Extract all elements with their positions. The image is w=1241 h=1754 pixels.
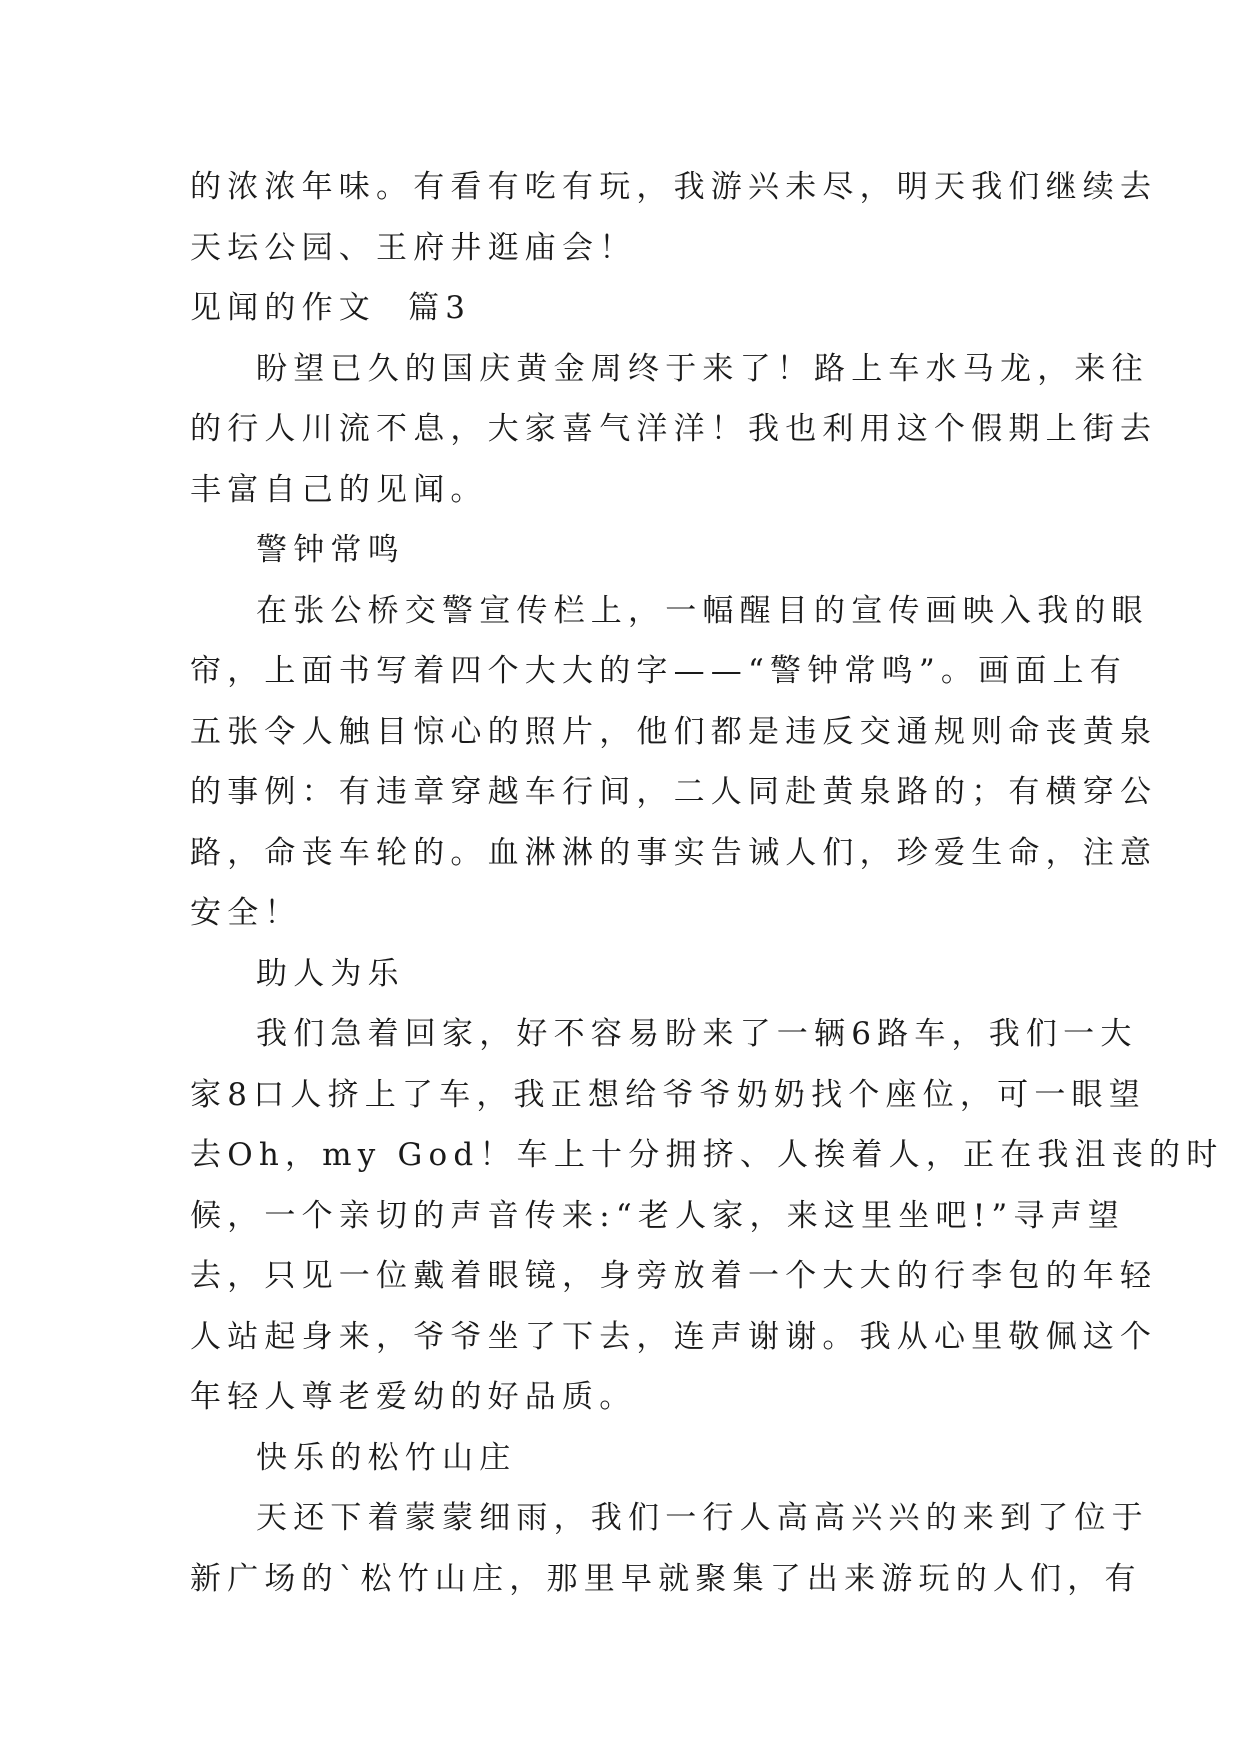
text-column [190,157,1224,1609]
text-line: 路，命丧车轮的。血淋淋的事实告诫人们，珍爱生命，注意 [190,834,1158,871]
subheading: 快乐的松竹山庄 [256,1439,517,1476]
text-line: 天坛公园、王府井逛庙会！ [190,229,637,266]
text-line: 我们急着回家，好不容易盼来了一辆6路车，我们一大 [256,1016,1138,1052]
text-line: 的事例：有违章穿越车行间，二人同赴黄泉路的；有横穿公 [190,774,1158,810]
text-line: 新广场的`松竹山庄，那里早就聚集了出来游玩的人们，有 [190,1560,1142,1597]
text-line: 的浓浓年味。有看有吃有玩，我游兴未尽，明天我们继续去 [190,169,1158,205]
text-line: 去，只见一位戴着眼镜，身旁放着一个大大的行李包的年轻 [190,1258,1158,1294]
subheading: 警钟常鸣 [256,532,405,568]
text-line: 在张公桥交警宣传栏上，一幅醒目的宣传画映入我的眼 [256,592,1149,629]
text-line: 年轻人尊老爱幼的好品质。 [190,1379,637,1415]
subheading: 助人为乐 [256,955,405,992]
text-line: 的行人川流不息，大家喜气洋洋！我也利用这个假期上街去 [190,411,1158,447]
section-heading: 见闻的作文 篇3 [190,290,472,326]
text-line: 家8口人挤上了车，我正想给爷爷奶奶找个座位，可一眼望 [190,1076,1146,1113]
text-line: 帘，上面书写着四个大大的字——“警钟常鸣”。画面上有 [190,653,1127,689]
text-line: 天还下着蒙蒙细雨，我们一行人高高兴兴的来到了位于 [256,1500,1149,1536]
text-line: 五张令人触目惊心的照片，他们都是违反交通规则命丧黄泉 [190,713,1158,750]
text-line: 去Oh，my God！车上十分拥挤、人挨着人，正在我沮丧的时 [190,1137,1224,1173]
text-line: 丰富自己的见闻。 [190,471,488,508]
text-line: 盼望已久的国庆黄金周终于来了！路上车水马龙，来往 [256,350,1149,387]
text-line: 人站起身来，爷爷坐了下去，连声谢谢。我从心里敬佩这个 [190,1318,1158,1355]
text-line: 安全！ [190,895,302,931]
text-line: 候，一个亲切的声音传来:“老人家，来这里坐吧!”寻声望 [190,1197,1125,1234]
